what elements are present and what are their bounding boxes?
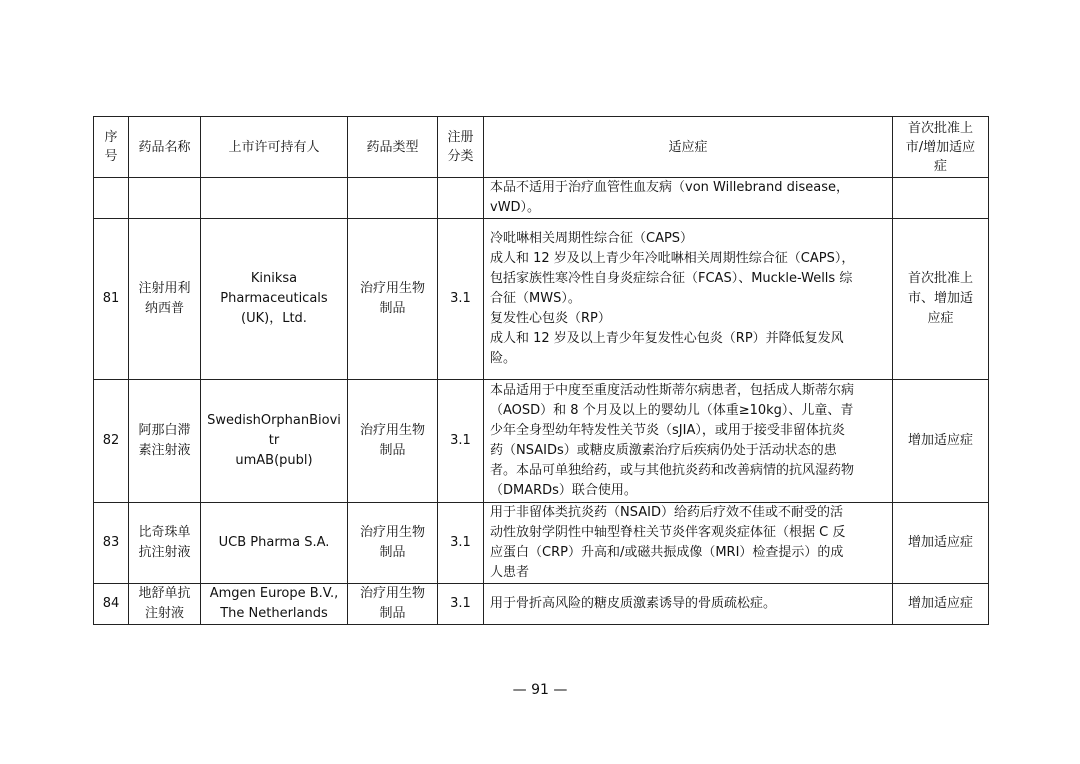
table-row xyxy=(94,380,989,503)
cell-drug-name xyxy=(129,178,201,219)
cell-indication xyxy=(484,178,893,219)
indication-line: 少年全身型幼年特发性关节炎（sJIA），或用于接受非留体抗炎 xyxy=(490,423,845,438)
indication-line: 动性放射学阴性中轴型脊柱关节炎伴客观炎症体征（根据 C 反 xyxy=(490,525,846,540)
table-row xyxy=(94,584,989,625)
header-row xyxy=(94,117,989,178)
header-approval: 首次批准上 市/增加适应 症 xyxy=(893,117,989,178)
indication-line: 本品不适用于治疗血管性血友病（von Willebrand disease， xyxy=(490,180,849,195)
cell-reg-class xyxy=(438,178,484,219)
cell-indication xyxy=(484,380,893,503)
indication-line: 成人和 12 岁及以上青少年冷吡啉相关周期性综合征（CAPS）， xyxy=(490,251,855,266)
indication-line: （AOSD）和 8 个月及以上的婴幼儿（体重≥10kg）、儿童、青 xyxy=(490,403,854,418)
cell-no: 82 xyxy=(94,380,129,503)
indication-line: 冷吡啉相关周期性综合征（CAPS） xyxy=(490,231,694,246)
indication-line: 应蛋白（CRP）升高和/或磁共振成像（MRI）检查提示）的成 xyxy=(490,545,844,560)
indication-line: 包括家族性寒冷性自身炎症综合征（FCAS）、Muckle-Wells 综 xyxy=(490,271,853,286)
cell-drug-type xyxy=(348,178,438,219)
cell-approval: 增加适应症 xyxy=(893,584,989,625)
cell-indication xyxy=(484,503,893,584)
indication-line: 者。本品可单独给药，或与其他抗炎药和改善病情的抗风湿药物 xyxy=(490,463,855,478)
cell-drug-name: 注射用利 纳西普 xyxy=(129,219,201,380)
indication-line: 合征（MWS）。 xyxy=(490,291,581,306)
header-holder: 上市许可持有人 xyxy=(201,117,348,178)
cell-holder: Kiniksa Pharmaceuticals (UK)，Ltd. xyxy=(201,219,348,380)
header-reg-class: 注册 分类 xyxy=(438,117,484,178)
cell-drug-type: 治疗用生物 制品 xyxy=(348,219,438,380)
cell-approval: 首次批准上 市、增加适 应症 xyxy=(893,219,989,380)
cell-drug-type: 治疗用生物 制品 xyxy=(348,584,438,625)
indication-line: 药（NSAIDs）或糖皮质激素治疗后疾病仍处于活动状态的患 xyxy=(490,443,837,458)
indication-line: 成人和 12 岁及以上青少年复发性心包炎（RP）并降低复发风 xyxy=(490,331,844,346)
indication-line: vWD）。 xyxy=(490,200,541,215)
cell-no: 81 xyxy=(94,219,129,380)
cell-approval: 增加适应症 xyxy=(893,380,989,503)
cell-holder: UCB Pharma S.A. xyxy=(201,503,348,584)
cell-reg-class: 3.1 xyxy=(438,380,484,503)
cell-approval: 增加适应症 xyxy=(893,503,989,584)
cell-holder: SwedishOrphanBiovitr umAB(publ) xyxy=(201,380,348,503)
header-drug-type: 药品类型 xyxy=(348,117,438,178)
cell-no: 83 xyxy=(94,503,129,584)
indication-line: 人患者 xyxy=(490,565,530,580)
cell-drug-type: 治疗用生物 制品 xyxy=(348,380,438,503)
cell-no: 84 xyxy=(94,584,129,625)
indication-line: 本品适用于中度至重度活动性斯蒂尔病患者，包括成人斯蒂尔病 xyxy=(490,383,855,398)
cell-drug-name: 比奇珠单 抗注射液 xyxy=(129,503,201,584)
cell-holder: Amgen Europe B.V., The Netherlands xyxy=(201,584,348,625)
indication-line: 用于骨折高风险的糖皮质激素诱导的骨质疏松症。 xyxy=(490,596,777,611)
header-no: 序 号 xyxy=(94,117,129,178)
header-drug-name: 药品名称 xyxy=(129,117,201,178)
header-indication: 适应症 xyxy=(484,117,893,178)
cell-reg-class: 3.1 xyxy=(438,584,484,625)
cell-drug-name: 阿那白滞 素注射液 xyxy=(129,380,201,503)
drug-approval-table xyxy=(93,116,989,625)
table-row-continuation xyxy=(94,178,989,219)
indication-line: （DMARDs）联合使用。 xyxy=(490,483,637,498)
indication-line: 复发性心包炎（RP） xyxy=(490,311,611,326)
page-number: — 91 — xyxy=(512,682,568,698)
cell-no xyxy=(94,178,129,219)
cell-indication xyxy=(484,584,893,625)
cell-approval xyxy=(893,178,989,219)
indication-line: 用于非留体类抗炎药（NSAID）给药后疗效不佳或不耐受的活 xyxy=(490,505,843,520)
cell-reg-class: 3.1 xyxy=(438,219,484,380)
indication-line: 险。 xyxy=(490,351,517,366)
cell-reg-class: 3.1 xyxy=(438,503,484,584)
cell-drug-type: 治疗用生物 制品 xyxy=(348,503,438,584)
cell-indication xyxy=(484,219,893,380)
cell-drug-name: 地舒单抗 注射液 xyxy=(129,584,201,625)
cell-holder xyxy=(201,178,348,219)
table-row xyxy=(94,219,989,380)
table-row xyxy=(94,503,989,584)
